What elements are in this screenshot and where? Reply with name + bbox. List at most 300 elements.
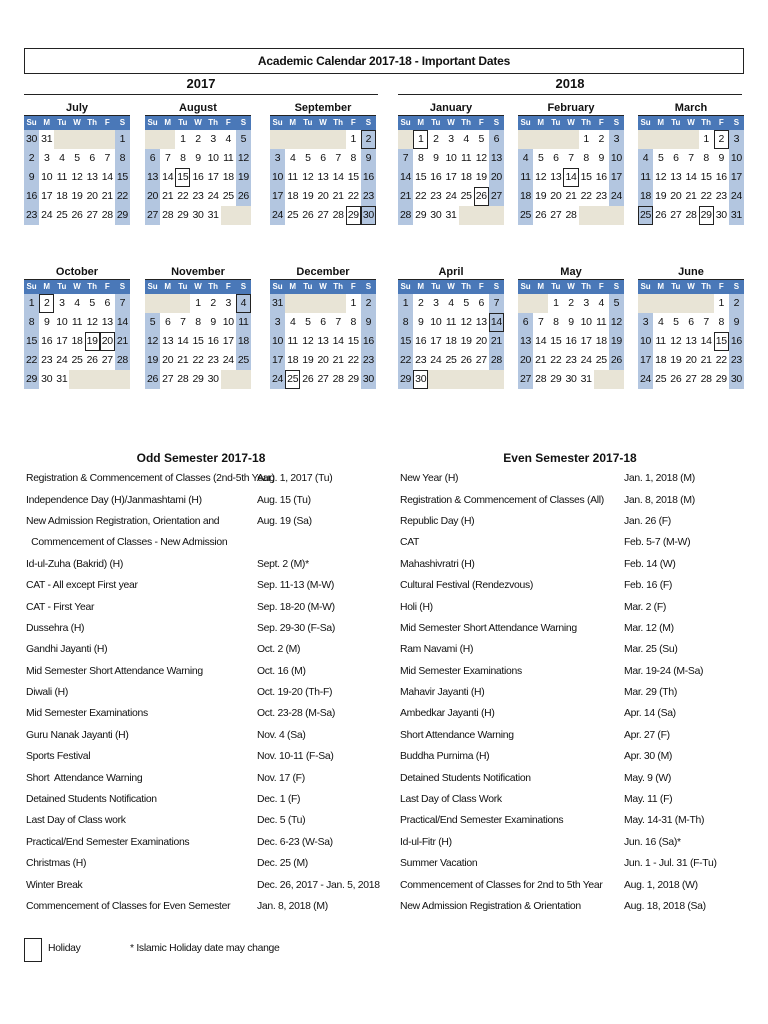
day-cell: 18: [71, 335, 83, 347]
day-cell: 18: [595, 335, 607, 347]
event-row: [400, 661, 744, 682]
day-cell: 28: [332, 209, 344, 221]
day-cell: 23: [207, 354, 219, 366]
day-header: F: [474, 116, 489, 130]
day-cell: 9: [195, 152, 201, 164]
day-header: S: [361, 116, 376, 130]
day-cell: 6: [489, 130, 504, 149]
day-cell: 5: [657, 152, 664, 164]
day-cell: 10: [222, 316, 234, 328]
day-cell: 17: [580, 335, 592, 347]
day-cell: 12: [535, 171, 547, 183]
day-cell: 1: [413, 130, 428, 149]
event-name: Commencement of Classes - New Admission: [26, 537, 228, 549]
event-row: [400, 874, 744, 895]
day-cell: 8: [195, 316, 201, 328]
day-cell: 3: [210, 133, 216, 145]
day-cell: 3: [59, 297, 65, 309]
day-cell: 4: [638, 149, 653, 168]
event-row: [26, 746, 386, 767]
event-name: Short Attendance Warning: [26, 772, 143, 784]
day-cell: 20: [518, 351, 533, 370]
event-name: Mahashivratri (H): [400, 558, 475, 570]
day-cell: 24: [430, 354, 442, 366]
day-cell: 30: [192, 209, 204, 221]
day-cell: 3: [270, 149, 285, 168]
event-date: May. 14-31 (M-Th): [624, 815, 705, 827]
day-header: Th: [579, 116, 594, 130]
day-header: W: [563, 116, 578, 130]
event-date: Sep. 29-30 (F-Sa): [257, 622, 336, 634]
day-cell: 11: [596, 316, 607, 328]
event-row: [26, 639, 386, 660]
month-name: November: [145, 265, 251, 280]
day-cell: 9: [361, 313, 376, 332]
even-semester-title: Even Semester 2017-18: [503, 451, 637, 465]
day-header: F: [594, 116, 609, 130]
day-cell: 20: [100, 332, 115, 351]
day-cell: 11: [71, 316, 83, 328]
day-header: W: [190, 116, 205, 130]
day-cell: 14: [398, 168, 413, 187]
day-cell: 13: [162, 335, 174, 347]
event-row: [400, 596, 744, 617]
event-date: Aug. 1, 2018 (W): [624, 879, 698, 891]
day-cell: 25: [655, 373, 667, 385]
day-cell: 13: [670, 171, 682, 183]
empty-day-cell: [638, 130, 653, 149]
empty-day-cell: [300, 130, 315, 149]
day-cell: 28: [565, 209, 577, 221]
empty-day-cell: [115, 370, 130, 389]
day-cell: 22: [24, 351, 39, 370]
day-cell: 16: [415, 335, 427, 347]
event-row: [400, 789, 744, 810]
day-cell: 17: [729, 168, 744, 187]
day-cell: 20: [670, 190, 682, 202]
event-row: [400, 554, 744, 575]
day-header: F: [714, 280, 729, 294]
day-cell: 23: [41, 354, 53, 366]
day-cell: 25: [518, 206, 533, 225]
day-cell: 12: [655, 171, 667, 183]
day-cell: 13: [317, 335, 329, 347]
day-cell: 10: [207, 152, 219, 164]
day-cell: 1: [350, 297, 357, 309]
day-cell: 20: [685, 354, 697, 366]
event-date: Jan. 1, 2018 (M): [624, 473, 695, 485]
day-cell: 31: [729, 206, 744, 225]
day-cell: 19: [85, 332, 100, 351]
month-september: [270, 101, 376, 225]
event-row: [400, 575, 744, 596]
day-cell: 7: [115, 294, 130, 313]
empty-day-cell: [443, 370, 458, 389]
event-row: [26, 468, 386, 489]
day-cell: 20: [489, 168, 504, 187]
day-cell: 25: [460, 190, 472, 202]
day-cell: 1: [553, 297, 559, 309]
day-cell: 1: [195, 297, 201, 309]
day-cell: 8: [718, 316, 725, 328]
day-cell: 12: [609, 313, 624, 332]
day-cell: 10: [609, 149, 624, 168]
day-cell: 21: [162, 190, 174, 202]
day-cell: 12: [236, 149, 251, 168]
event-name: Winter Break: [26, 879, 83, 891]
empty-day-cell: [518, 294, 533, 313]
day-cell: 9: [210, 316, 216, 328]
event-name: Mid Semester Examinations: [400, 665, 522, 677]
day-cell: 6: [553, 152, 559, 164]
day-header: M: [39, 116, 54, 130]
month-december: [270, 265, 376, 389]
day-cell: 31: [270, 294, 285, 313]
event-row: [400, 896, 744, 917]
day-header: Th: [85, 280, 100, 294]
empty-day-cell: [638, 294, 653, 313]
day-cell: 12: [86, 316, 98, 328]
day-cell: 2: [417, 297, 424, 309]
empty-day-cell: [668, 294, 683, 313]
event-row: [26, 532, 386, 553]
day-header: M: [413, 116, 428, 130]
day-cell: 27: [145, 206, 160, 225]
day-cell: 19: [236, 168, 251, 187]
day-cell: 19: [302, 190, 314, 202]
event-name: New Admission Registration & Orientation: [400, 901, 581, 912]
day-cell: 30: [715, 209, 727, 221]
day-cell: 22: [700, 190, 712, 202]
day-header: F: [221, 280, 236, 294]
day-cell: 22: [347, 354, 359, 366]
event-date: Nov. 4 (Sa): [257, 729, 306, 741]
event-row: [400, 746, 744, 767]
event-name: New Year (H): [400, 473, 459, 485]
day-header: S: [236, 280, 251, 294]
day-cell: 11: [287, 171, 298, 183]
day-cell: 18: [655, 354, 667, 366]
day-cell: 1: [350, 133, 357, 145]
day-cell: 14: [700, 335, 712, 347]
day-cell: 5: [537, 152, 544, 164]
day-cell: 18: [236, 332, 251, 351]
day-cell: 19: [655, 190, 667, 202]
month-may: [518, 265, 624, 389]
event-row: [400, 489, 744, 510]
day-cell: 4: [289, 316, 296, 328]
day-cell: 18: [638, 187, 653, 206]
event-name: Mid Semester Examinations: [26, 708, 148, 720]
day-cell: 18: [518, 187, 533, 206]
day-cell: 18: [56, 190, 68, 202]
day-cell: 16: [41, 335, 53, 347]
day-cell: 27: [475, 354, 487, 366]
day-cell: 11: [236, 313, 251, 332]
day-cell: 9: [718, 152, 725, 164]
empty-day-cell: [85, 130, 100, 149]
empty-day-cell: [100, 130, 115, 149]
day-cell: 15: [347, 335, 359, 347]
event-name: Registration & Commencement of Classes (2nd-5th Year): [26, 473, 275, 485]
day-header: W: [315, 280, 330, 294]
day-cell: 24: [638, 370, 653, 389]
day-cell: 11: [655, 335, 666, 347]
month-march: [638, 101, 744, 225]
day-cell: 24: [270, 370, 285, 389]
day-cell: 24: [580, 354, 592, 366]
day-cell: 10: [41, 171, 53, 183]
day-cell: 21: [177, 354, 189, 366]
event-row: [26, 703, 386, 724]
event-row: [400, 725, 744, 746]
day-cell: 12: [670, 335, 682, 347]
day-cell: 8: [703, 152, 709, 164]
day-cell: 15: [398, 332, 413, 351]
event-date: Dec. 26, 2017 - Jan. 5, 2018: [257, 879, 380, 891]
event-date: Feb. 14 (W): [624, 558, 676, 570]
day-cell: 31: [580, 373, 592, 385]
day-header: W: [563, 280, 578, 294]
day-cell: 15: [347, 171, 359, 183]
event-row: [26, 682, 386, 703]
event-row: [26, 896, 386, 917]
day-cell: 10: [729, 149, 744, 168]
empty-day-cell: [315, 294, 330, 313]
day-cell: 17: [222, 335, 234, 347]
day-cell: 16: [729, 332, 744, 351]
day-cell: 20: [550, 190, 562, 202]
day-cell: 29: [115, 206, 130, 225]
day-cell: 27: [518, 370, 533, 389]
event-date: Oct. 16 (M): [257, 665, 306, 677]
day-cell: 22: [715, 354, 727, 366]
day-header: F: [594, 280, 609, 294]
day-cell: 23: [415, 354, 427, 366]
empty-day-cell: [236, 370, 251, 389]
empty-day-cell: [474, 206, 489, 225]
day-cell: 22: [192, 354, 204, 366]
month-name: June: [638, 265, 744, 280]
day-cell: 21: [565, 190, 577, 202]
empty-day-cell: [160, 130, 175, 149]
day-cell: 17: [41, 190, 53, 202]
day-cell: 30: [565, 373, 577, 385]
day-cell: 14: [101, 171, 113, 183]
day-header: Tu: [548, 280, 563, 294]
day-cell: 8: [398, 313, 413, 332]
day-cell: 24: [270, 206, 285, 225]
event-date: Dec. 25 (M): [257, 858, 308, 870]
event-name: Short Attendance Warning: [400, 729, 514, 741]
event-date: Oct. 23-28 (M-Sa): [257, 708, 336, 720]
day-cell: 11: [56, 171, 67, 183]
day-cell: 30: [361, 206, 376, 225]
day-header: Tu: [54, 280, 69, 294]
month-july: [24, 101, 130, 225]
day-cell: 25: [287, 209, 299, 221]
event-date: May. 9 (W): [624, 772, 672, 784]
day-cell: 17: [270, 187, 285, 206]
day-header: Tu: [300, 280, 315, 294]
day-cell: 31: [445, 209, 457, 221]
day-cell: 29: [715, 373, 727, 385]
day-cell: 31: [56, 373, 68, 385]
event-date: Sept. 2 (M)*: [257, 558, 309, 570]
event-name: Last Day of Class work: [26, 815, 126, 827]
day-cell: 2: [729, 294, 744, 313]
day-cell: 15: [115, 168, 130, 187]
day-cell: 27: [317, 373, 329, 385]
day-cell: 18: [287, 354, 299, 366]
event-date: Aug. 18, 2018 (Sa): [624, 901, 706, 912]
day-cell: 29: [24, 370, 39, 389]
day-grid: [638, 116, 744, 225]
day-grid: [145, 280, 251, 389]
day-cell: 12: [302, 171, 314, 183]
event-name: Guru Nanak Jayanti (H): [26, 729, 129, 741]
day-header: F: [346, 280, 361, 294]
day-header: Th: [206, 116, 221, 130]
month-name: March: [638, 101, 744, 116]
day-header: S: [489, 116, 504, 130]
day-cell: 26: [535, 209, 547, 221]
empty-day-cell: [609, 370, 624, 389]
day-cell: 23: [192, 190, 204, 202]
event-name: Cultural Festival (Rendezvous): [400, 580, 534, 592]
day-cell: 1: [703, 133, 709, 145]
day-cell: 31: [41, 133, 53, 145]
event-date: Mar. 25 (Su): [624, 644, 678, 656]
event-row: [400, 682, 744, 703]
event-row: [400, 639, 744, 660]
day-cell: 4: [657, 316, 664, 328]
day-header: M: [533, 280, 548, 294]
day-cell: 19: [145, 351, 160, 370]
day-cell: 20: [475, 335, 487, 347]
event-row: [26, 489, 386, 510]
month-name: May: [518, 265, 624, 280]
day-cell: 29: [550, 373, 562, 385]
empty-day-cell: [474, 370, 489, 389]
day-cell: 5: [463, 297, 469, 309]
day-cell: 26: [86, 354, 98, 366]
day-header: M: [160, 116, 175, 130]
day-cell: 18: [222, 171, 234, 183]
day-cell: 24: [207, 190, 219, 202]
event-name: Practical/End Semester Examinations: [26, 836, 190, 848]
event-row: [26, 725, 386, 746]
day-cell: 14: [332, 335, 344, 347]
day-header: S: [489, 280, 504, 294]
day-cell: 31: [207, 209, 219, 221]
day-grid: [398, 280, 504, 389]
month-name: August: [145, 101, 251, 116]
event-name: Id-ul-Fitr (H): [400, 836, 452, 848]
empty-day-cell: [69, 130, 84, 149]
day-cell: 26: [302, 373, 314, 385]
event-row: [400, 832, 744, 853]
day-cell: 11: [445, 316, 457, 328]
day-cell: 13: [86, 171, 98, 183]
empty-day-cell: [609, 206, 624, 225]
event-date: Dec. 1 (F): [257, 794, 301, 806]
day-cell: 8: [350, 152, 357, 164]
empty-day-cell: [699, 294, 714, 313]
day-cell: 2: [433, 133, 439, 145]
day-cell: 5: [609, 294, 624, 313]
day-cell: 16: [361, 168, 376, 187]
empty-day-cell: [69, 370, 84, 389]
day-cell: 1: [583, 133, 589, 145]
day-cell: 29: [347, 373, 359, 385]
day-grid: [145, 116, 251, 225]
empty-day-cell: [459, 206, 474, 225]
event-date: Feb. 16 (F): [624, 580, 673, 592]
day-cell: 6: [164, 316, 171, 328]
day-cell: 26: [474, 187, 489, 206]
day-header: W: [315, 116, 330, 130]
day-cell: 4: [518, 149, 533, 168]
event-date: Mar. 2 (F): [624, 601, 667, 613]
month-name: April: [398, 265, 504, 280]
empty-day-cell: [221, 206, 236, 225]
day-cell: 12: [71, 171, 83, 183]
day-cell: 25: [445, 354, 457, 366]
day-cell: 4: [236, 294, 251, 313]
day-cell: 17: [270, 351, 285, 370]
event-name: Last Day of Class Work: [400, 794, 502, 806]
day-cell: 16: [715, 171, 727, 183]
empty-day-cell: [563, 130, 578, 149]
day-cell: 28: [700, 373, 712, 385]
day-cell: 14: [489, 313, 504, 332]
month-name: February: [518, 101, 624, 116]
day-cell: 26: [670, 373, 682, 385]
day-header: Tu: [175, 116, 190, 130]
day-header: Tu: [548, 116, 563, 130]
day-cell: 3: [583, 297, 589, 309]
event-name: Summer Vacation: [400, 858, 478, 870]
day-header: Tu: [428, 280, 443, 294]
day-cell: 21: [535, 354, 547, 366]
day-cell: 21: [489, 332, 504, 351]
empty-day-cell: [683, 130, 698, 149]
event-date: Apr. 30 (M): [624, 751, 673, 763]
day-cell: 3: [433, 297, 439, 309]
day-cell: 30: [413, 370, 428, 389]
empty-day-cell: [270, 130, 285, 149]
event-date: Nov. 10-11 (F-Sa): [257, 751, 334, 763]
day-cell: 28: [489, 351, 504, 370]
day-cell: 2: [361, 294, 376, 313]
day-cell: 19: [460, 335, 472, 347]
day-header: Su: [145, 280, 160, 294]
day-header: Tu: [175, 280, 190, 294]
day-cell: 27: [317, 209, 329, 221]
day-cell: 16: [192, 171, 204, 183]
event-name: Buddha Purnima (H): [400, 751, 490, 763]
day-cell: 26: [460, 354, 472, 366]
day-header: W: [683, 116, 698, 130]
day-cell: 12: [302, 335, 314, 347]
day-cell: 21: [332, 190, 344, 202]
event-name: Ambedkar Jayanti (H): [400, 708, 495, 720]
day-cell: 11: [223, 152, 234, 164]
day-header: M: [413, 280, 428, 294]
empty-day-cell: [221, 370, 236, 389]
day-cell: 26: [302, 209, 314, 221]
